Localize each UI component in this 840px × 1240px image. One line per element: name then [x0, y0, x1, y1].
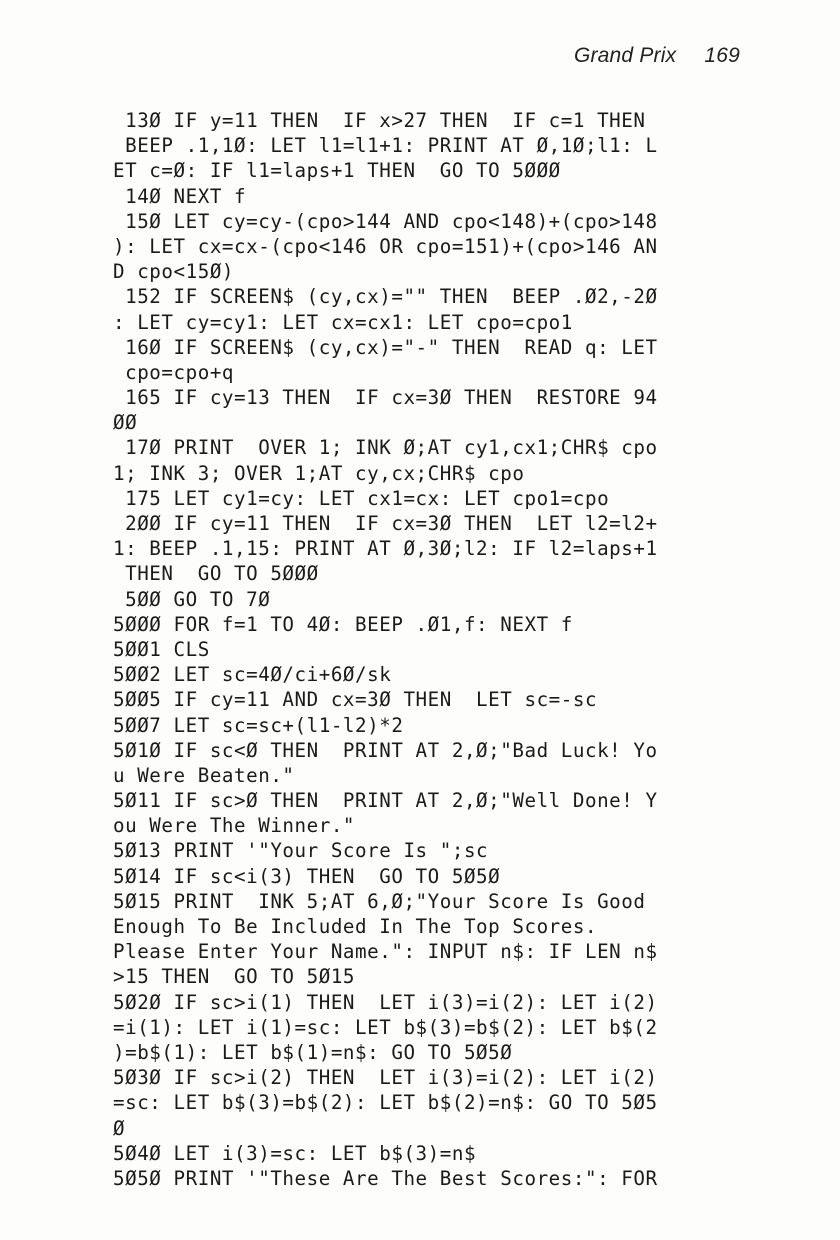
code-line: THEN GO TO 5ØØØ [113, 562, 319, 586]
code-line: 5Ø13 PRINT '"Your Score Is ";sc [113, 839, 489, 863]
code-line: Please Enter Your Name.": INPUT n$: IF LEN n$ [113, 940, 658, 964]
code-line: )=b$(1): LET b$(1)=n$: GO TO 5Ø5Ø [113, 1040, 513, 1064]
code-line: 5ØØ2 LET sc=4Ø/ci+6Ø/sk [113, 663, 392, 687]
code-line: Enough To Be Included In The Top Scores. [113, 915, 598, 938]
code-line: 5ØØ5 IF cy=11 AND cx=3Ø THEN LET sc=-sc [113, 688, 598, 712]
code-line: cpo=cpo+q [113, 360, 235, 384]
code-line: 5ØØ7 LET sc=sc+(l1-l2)*2 [113, 713, 404, 737]
code-line: 5Ø5Ø PRINT '"These Are The Best Scores:": FOR [113, 1166, 658, 1190]
code-line: ØØ [113, 411, 138, 435]
code-line: 5Ø2Ø IF sc>i(1) THEN LET i(3)=i(2): LET i(2) [113, 990, 658, 1014]
code-line: ET c=Ø: IF l1=laps+1 THEN GO TO 5ØØØ [113, 159, 561, 183]
code-line: 1; INK 3; OVER 1;AT cy,cx;CHR$ cpo [113, 461, 525, 485]
code-line: 17Ø PRINT OVER 1; INK Ø;AT cy1,cx1;CHR$ cpo [113, 436, 658, 460]
code-line: 2ØØ IF cy=11 THEN IF cx=3Ø THEN LET l2=l2+ [113, 512, 658, 535]
code-line: 5Ø11 IF sc>Ø THEN PRINT AT 2,Ø;"Well Done! Y [113, 789, 658, 813]
code-line: 5Ø14 IF sc<i(3) THEN GO TO 5Ø5Ø [113, 864, 501, 888]
code-line: 5ØØØ FOR f=1 TO 4Ø: BEEP .Ø1,f: NEXT f [113, 612, 573, 636]
code-line: 165 IF cy=13 THEN IF cx=3Ø THEN RESTORE 94 [113, 386, 658, 410]
code-line: 16Ø IF SCREEN$ (cy,cx)="-" THEN READ q: LET [113, 335, 658, 359]
code-line: 15Ø LET cy=cy-(cpo>144 AND cpo<148)+(cpo>148 [113, 209, 658, 233]
chapter-title: Grand Prix [573, 44, 677, 67]
code-line: 5Ø1Ø IF sc<Ø THEN PRINT AT 2,Ø;"Bad Luck! Yo [113, 738, 658, 762]
running-head [574, 44, 740, 68]
code-line: u Were Beaten." [113, 763, 295, 787]
code-line: >15 THEN GO TO 5Ø15 [113, 965, 356, 989]
code-line: 5Ø4Ø LET i(3)=sc: LET b$(3)=n$ [113, 1141, 477, 1165]
code-line: ): LET cx=cx-(cpo<146 OR cpo=151)+(cpo>146 AN [113, 234, 658, 258]
code-line: D cpo<15Ø) [113, 260, 235, 284]
code-line: 13Ø IF y=11 THEN IF x>27 THEN IF c=1 THEN [113, 109, 646, 132]
code-line: 5ØØ GO TO 7Ø [113, 587, 271, 611]
code-line: 5Ø3Ø IF sc>i(2) THEN LET i(3)=i(2): LET i(2) [113, 1066, 658, 1090]
code-line: 5Ø15 PRINT INK 5;AT 6,Ø;"Your Score Is Good [113, 889, 646, 913]
code-line: =sc: LET b$(3)=b$(2): LET b$(2)=n$: GO TO 5Ø5 [113, 1091, 658, 1115]
page-number: 169 [704, 44, 740, 67]
code-line: : LET cy=cy1: LET cx=cx1: LET cpo=cpo1 [113, 310, 573, 334]
code-line: Ø [113, 1116, 126, 1140]
code-line: ou Were The Winner." [113, 814, 356, 838]
code-line: BEEP .1,1Ø: LET l1=l1+1: PRINT AT Ø,1Ø;l1: L [113, 134, 658, 158]
code-line: 5ØØ1 CLS [113, 637, 210, 661]
basic-program-listing [113, 108, 773, 1191]
code-line: 14Ø NEXT f [113, 184, 247, 208]
code-line: 152 IF SCREEN$ (cy,cx)="" THEN BEEP .Ø2,-2Ø [113, 285, 658, 309]
code-line: =i(1): LET i(1)=sc: LET b$(3)=b$(2): LET b$(2 [113, 1015, 658, 1039]
code-line: 175 LET cy1=cy: LET cx1=cx: LET cpo1=cpo [113, 486, 610, 510]
code-line: 1: BEEP .1,15: PRINT AT Ø,3Ø;l2: IF l2=laps+1 [113, 537, 658, 561]
